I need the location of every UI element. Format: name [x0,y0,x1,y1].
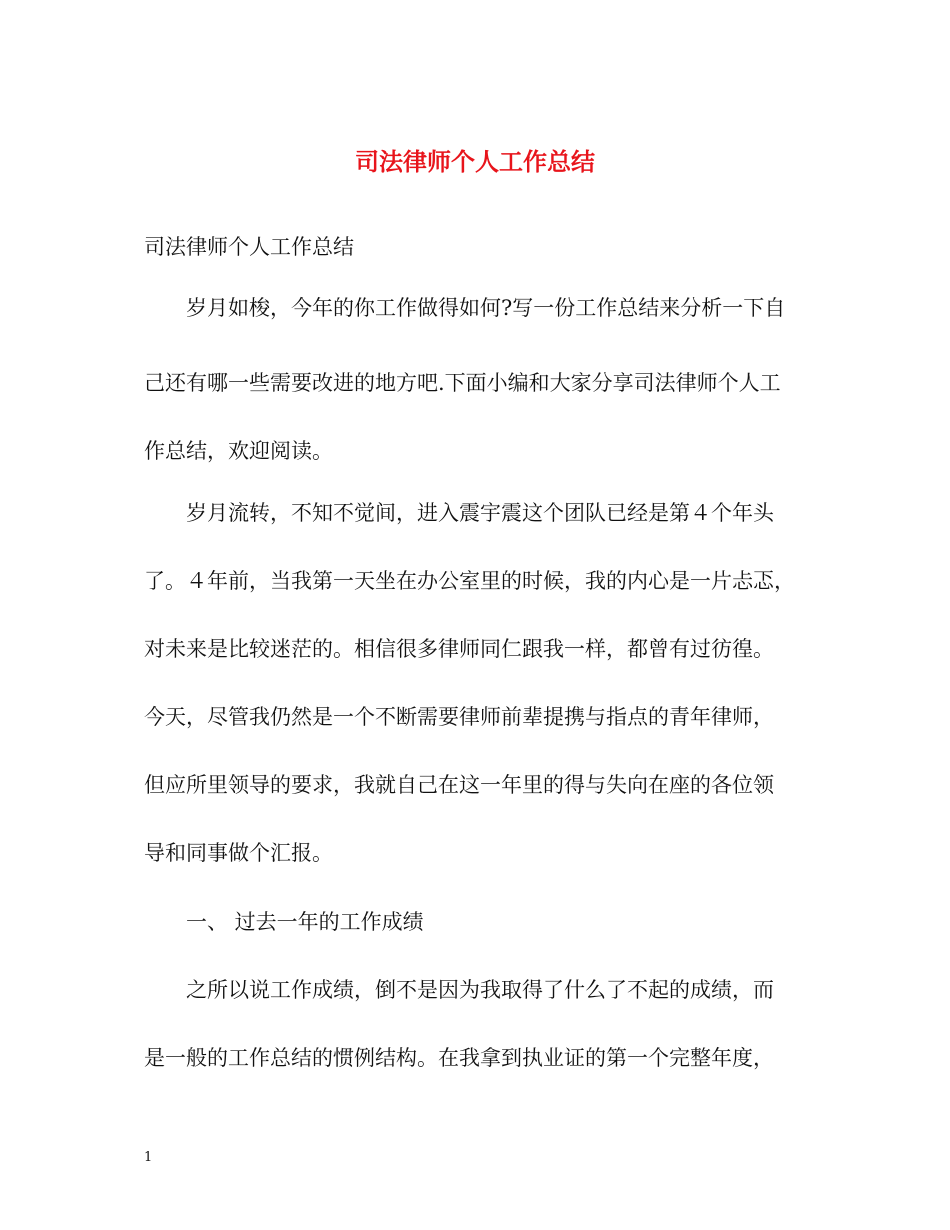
document-title: 司法律师个人工作总结 [355,147,595,176]
paragraph-line: 岁月如梭，今年的你工作做得如何?写一份工作总结来分析一下自 [186,296,786,320]
paragraph-line: 是一般的工作总结的惯例结构。在我拿到执业证的第一个完整年度， [144,1046,774,1070]
paragraph-line: 导和同事做个汇报。 [144,841,333,865]
paragraph-line: 之所以说工作成绩，倒不是因为我取得了什么了不起的成绩，而 [186,978,774,1002]
paragraph-line: 今天，尽管我仍然是一个不断需要律师前辈提携与指点的青年律师， [144,705,774,729]
subtitle-line: 司法律师个人工作总结 [144,235,354,259]
section-heading: 一、 过去一年的工作成绩 [186,910,424,934]
paragraph-line: 作总结，欢迎阅读。 [144,439,333,463]
paragraph-line: 己还有哪一些需要改进的地方吧.下面小编和大家分享司法律师个人工 [144,371,781,395]
paragraph-line: 岁月流转，不知不觉间，进入震宇震这个团队已经是第４个年头 [186,501,774,525]
paragraph-line: 了。４年前，当我第一天坐在办公室里的时候，我的内心是一片忐忑， [144,569,795,593]
page-number: 1 [144,1150,153,1165]
paragraph-line: 但应所里领导的要求，我就自己在这一年里的得与失向在座的各位领 [144,773,774,797]
paragraph-line: 对未来是比较迷茫的。相信很多律师同仁跟我一样，都曾有过彷徨。 [144,637,774,661]
